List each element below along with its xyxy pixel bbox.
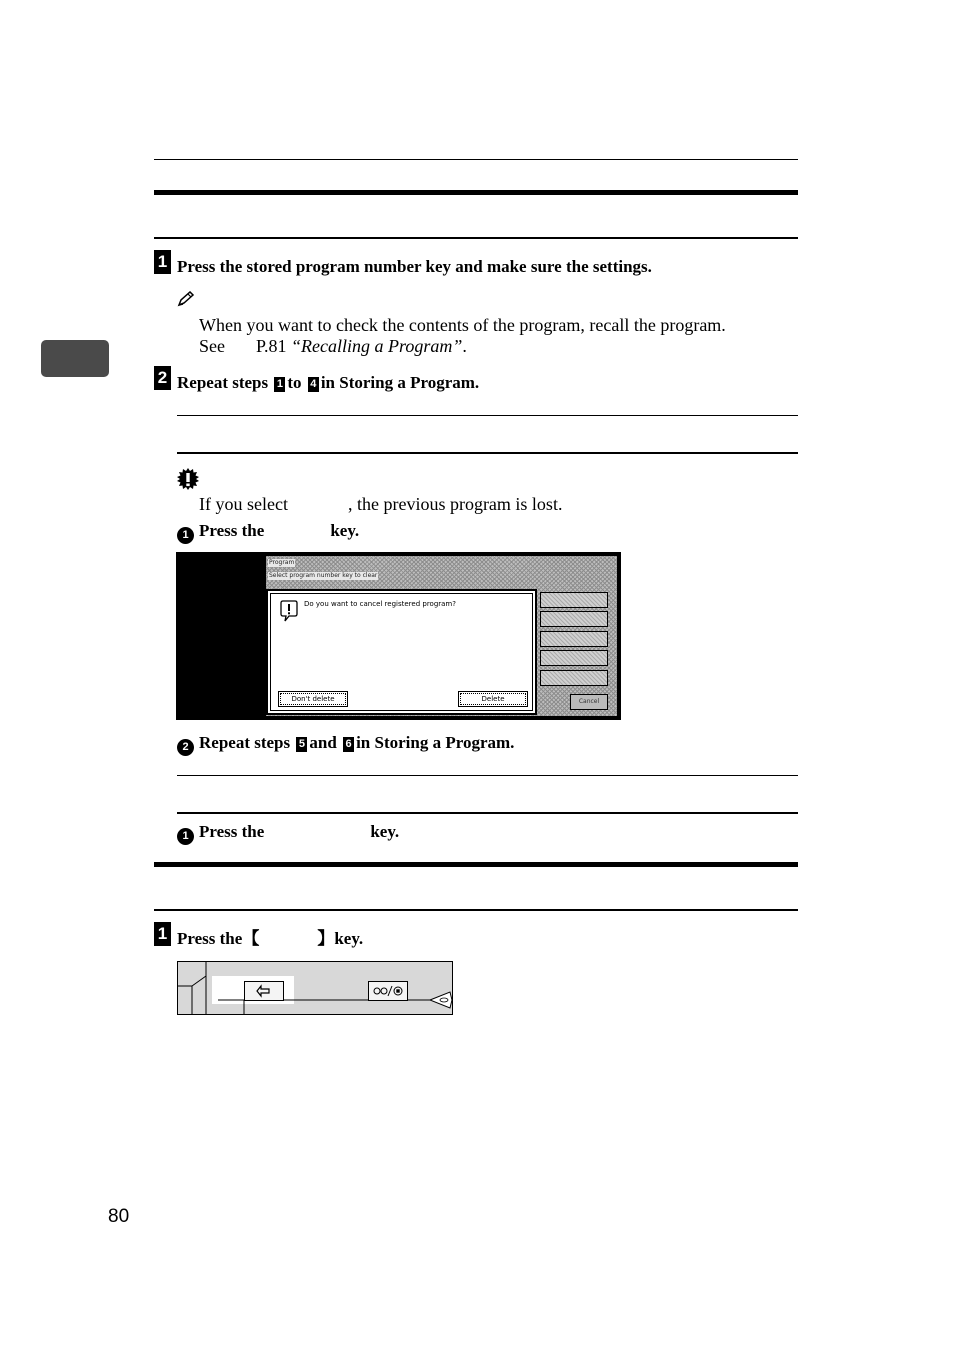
panel-leader-line [178, 962, 453, 1015]
chapter-tab [41, 340, 109, 377]
step-2-prefix: Repeat steps [177, 373, 269, 392]
screen-header-line-1: Program [269, 559, 295, 566]
step-ref-5: 5 [296, 737, 307, 752]
step-2-suffix: in Storing a Program. [320, 373, 480, 392]
see-reference-end: . [462, 336, 467, 356]
screen-capture [176, 552, 621, 720]
exit-suffix: key. [370, 822, 400, 841]
see-reference-title[interactable]: “Recalling a Program” [291, 336, 463, 356]
step-2-text [177, 373, 479, 393]
step-ref-1: 1 [274, 377, 285, 392]
program-number-key-4[interactable] [540, 650, 608, 666]
section-heading-thick-rule [154, 190, 798, 195]
exit-prefix: Press the [199, 822, 265, 841]
dont-delete-button[interactable]: Don't delete [278, 691, 348, 707]
section-2-thick-rule [154, 862, 798, 867]
procedure-rule [154, 237, 798, 239]
step-number-2: 2 [154, 366, 171, 390]
subsection-2-rule [177, 812, 798, 814]
section-2-suffix: key. [334, 929, 364, 948]
important-prefix: If you select [199, 494, 288, 514]
program-number-key-2[interactable] [540, 611, 608, 627]
clear-stop-key-icon[interactable] [368, 981, 408, 1001]
program-number-key-3[interactable] [540, 631, 608, 647]
circled-number-2: 2 [177, 739, 194, 756]
step-ref-4: 4 [308, 377, 319, 392]
substep-2-overwrite [177, 733, 514, 756]
alert-exclamation-icon [280, 600, 298, 622]
see-label: See [199, 336, 225, 356]
key-bracket-open: 【 [242, 929, 260, 948]
procedure-2-rule [154, 909, 798, 911]
important-text [199, 494, 562, 515]
circled-number-1-exit: 1 [177, 828, 194, 845]
substep-prefix: Press the [199, 521, 265, 540]
cancel-button[interactable]: Cancel [570, 694, 608, 710]
substep-2-prefix: Repeat steps [199, 733, 291, 752]
key-bracket-close: 】 [317, 929, 335, 948]
note-line-1: When you want to check the contents of the program, recall the program. [199, 315, 726, 335]
substep-1-overwrite [177, 521, 359, 544]
delete-button[interactable]: Delete [458, 691, 528, 707]
substep-suffix: key. [330, 521, 360, 540]
confirm-dialog [266, 589, 537, 715]
note-line-2 [199, 336, 467, 357]
dialog-message: Do you want to cancel registered program? [304, 600, 456, 608]
substep-1-exit [177, 822, 399, 845]
step-2-middle: to [287, 373, 302, 392]
control-panel-illustration [177, 961, 453, 1015]
step-ref-6: 6 [343, 737, 354, 752]
subsection-rule [177, 452, 798, 454]
program-number-key-1[interactable] [540, 592, 608, 608]
screen-header-line-2: Select program number key to clear [269, 572, 378, 579]
program-key-icon[interactable] [244, 981, 284, 1001]
see-reference-page[interactable]: P.81 [256, 336, 287, 356]
step-number-1-section-2: 1 [154, 922, 171, 946]
circled-number-1: 1 [177, 527, 194, 544]
substep-2-middle: and [309, 733, 337, 752]
subsection-2-thin-rule [177, 775, 798, 776]
pencil-note-icon [177, 291, 195, 307]
subsection-thin-rule [177, 415, 798, 416]
header-thin-rule [154, 159, 798, 160]
substep-2-suffix: in Storing a Program. [356, 733, 515, 752]
important-suffix: , the previous program is lost. [347, 494, 563, 514]
important-exclamation-icon [177, 468, 199, 490]
step-1-text: Press the stored program number key and make sure the settings. [177, 257, 652, 276]
step-number-1: 1 [154, 250, 171, 274]
section-2-prefix: Press the [177, 929, 243, 948]
section-2-step-1-text [177, 929, 363, 949]
page-number: 80 [108, 1206, 130, 1227]
program-number-key-5[interactable] [540, 670, 608, 686]
